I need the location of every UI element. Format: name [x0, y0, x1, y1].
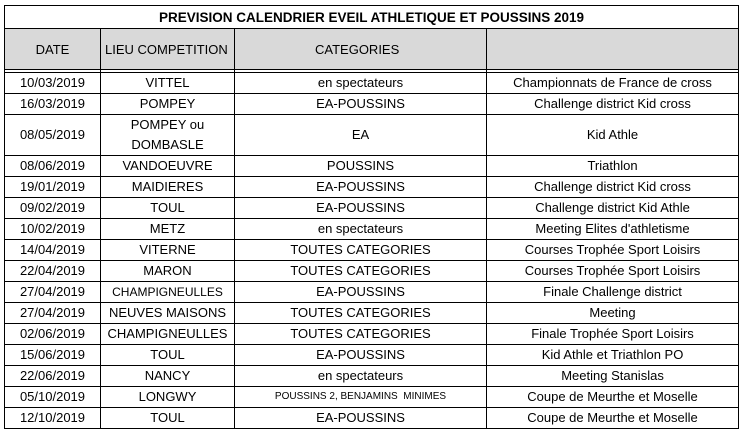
cell-event: Kid Athle et Triathlon PO — [487, 345, 739, 366]
table-row — [5, 177, 739, 198]
cell-lieu: NANCY — [101, 366, 235, 387]
cell-lieu: LONGWY — [101, 387, 235, 408]
cell-categories: EA-POUSSINS — [235, 198, 487, 219]
cell-event: Kid Athle — [487, 115, 739, 156]
cell-lieu: CHAMPIGNEULLES — [101, 324, 235, 345]
cell-lieu: VITTEL — [101, 73, 235, 94]
cell-date: 08/05/2019 — [5, 115, 101, 156]
cell-lieu: METZ — [101, 219, 235, 240]
cell-date: 15/06/2019 — [5, 345, 101, 366]
cell-event: Courses Trophée Sport Loisirs — [487, 261, 739, 282]
cell-lieu: MARON — [101, 261, 235, 282]
cell-event: Meeting Elites d'athletisme — [487, 219, 739, 240]
cell-lieu: TOUL — [101, 345, 235, 366]
header-event — [487, 29, 739, 70]
calendar-sheet — [4, 5, 738, 429]
cell-categories: TOUTES CATEGORIES — [235, 303, 487, 324]
table-row — [5, 324, 739, 345]
cell-date: 10/02/2019 — [5, 219, 101, 240]
table-title: PREVISION CALENDRIER EVEIL ATHLETIQUE ET POUSSINS 2019 — [5, 6, 739, 29]
table-row — [5, 282, 739, 303]
table-row — [5, 303, 739, 324]
cell-date: 12/10/2019 — [5, 408, 101, 429]
cell-categories: EA-POUSSINS — [235, 282, 487, 303]
cell-categories: EA — [235, 115, 487, 156]
cell-lieu: VANDOEUVRE — [101, 156, 235, 177]
cell-event: Coupe de Meurthe et Moselle — [487, 387, 739, 408]
cell-date: 14/04/2019 — [5, 240, 101, 261]
cell-event: Challenge district Kid cross — [487, 94, 739, 115]
cell-lieu: TOUL — [101, 198, 235, 219]
cell-date: 10/03/2019 — [5, 73, 101, 94]
table-row — [5, 366, 739, 387]
cell-event: Championnats de France de cross — [487, 73, 739, 94]
cell-categories: EA-POUSSINS — [235, 94, 487, 115]
cell-categories: en spectateurs — [235, 219, 487, 240]
cell-date: 05/10/2019 — [5, 387, 101, 408]
cell-event: Finale Trophée Sport Loisirs — [487, 324, 739, 345]
cell-event: Challenge district Kid Athle — [487, 198, 739, 219]
cell-date: 09/02/2019 — [5, 198, 101, 219]
cell-lieu: VITERNE — [101, 240, 235, 261]
header-categories: CATEGORIES — [235, 29, 487, 70]
cell-event: Courses Trophée Sport Loisirs — [487, 240, 739, 261]
table-row — [5, 198, 739, 219]
table-row — [5, 345, 739, 366]
table-row — [5, 73, 739, 94]
cell-lieu: TOUL — [101, 408, 235, 429]
cell-categories: EA-POUSSINS — [235, 177, 487, 198]
cell-date: 22/04/2019 — [5, 261, 101, 282]
calendar-table — [4, 5, 739, 429]
cell-event: Triathlon — [487, 156, 739, 177]
cell-categories: POUSSINS 2, BENJAMINS MINIMES — [235, 387, 487, 408]
cell-categories: TOUTES CATEGORIES — [235, 240, 487, 261]
cell-event: Meeting — [487, 303, 739, 324]
cell-categories: TOUTES CATEGORIES — [235, 261, 487, 282]
cell-date: 02/06/2019 — [5, 324, 101, 345]
cell-categories: en spectateurs — [235, 73, 487, 94]
title-row — [5, 6, 739, 29]
cell-date: 27/04/2019 — [5, 282, 101, 303]
header-lieu: LIEU COMPETITION — [101, 29, 235, 70]
cell-event: Meeting Stanislas — [487, 366, 739, 387]
cell-event: Finale Challenge district — [487, 282, 739, 303]
cell-event: Challenge district Kid cross — [487, 177, 739, 198]
table-row — [5, 156, 739, 177]
table-row — [5, 94, 739, 115]
cell-categories: EA-POUSSINS — [235, 345, 487, 366]
cell-categories: TOUTES CATEGORIES — [235, 324, 487, 345]
cell-lieu: CHAMPIGNEULLES — [101, 282, 235, 303]
table-row — [5, 219, 739, 240]
cell-lieu: MAIDIERES — [101, 177, 235, 198]
cell-categories: POUSSINS — [235, 156, 487, 177]
table-row — [5, 115, 739, 156]
cell-date: 16/03/2019 — [5, 94, 101, 115]
cell-date: 22/06/2019 — [5, 366, 101, 387]
header-row — [5, 29, 739, 70]
cell-lieu: NEUVES MAISONS — [101, 303, 235, 324]
table-row — [5, 261, 739, 282]
cell-categories: EA-POUSSINS — [235, 408, 487, 429]
cell-categories: en spectateurs — [235, 366, 487, 387]
cell-date: 08/06/2019 — [5, 156, 101, 177]
cell-date: 19/01/2019 — [5, 177, 101, 198]
header-date: DATE — [5, 29, 101, 70]
cell-date: 27/04/2019 — [5, 303, 101, 324]
cell-lieu: POMPEY — [101, 94, 235, 115]
cell-event: Coupe de Meurthe et Moselle — [487, 408, 739, 429]
table-row — [5, 408, 739, 429]
table-row — [5, 240, 739, 261]
table-row — [5, 387, 739, 408]
cell-lieu: POMPEY ou DOMBASLE — [101, 115, 235, 156]
